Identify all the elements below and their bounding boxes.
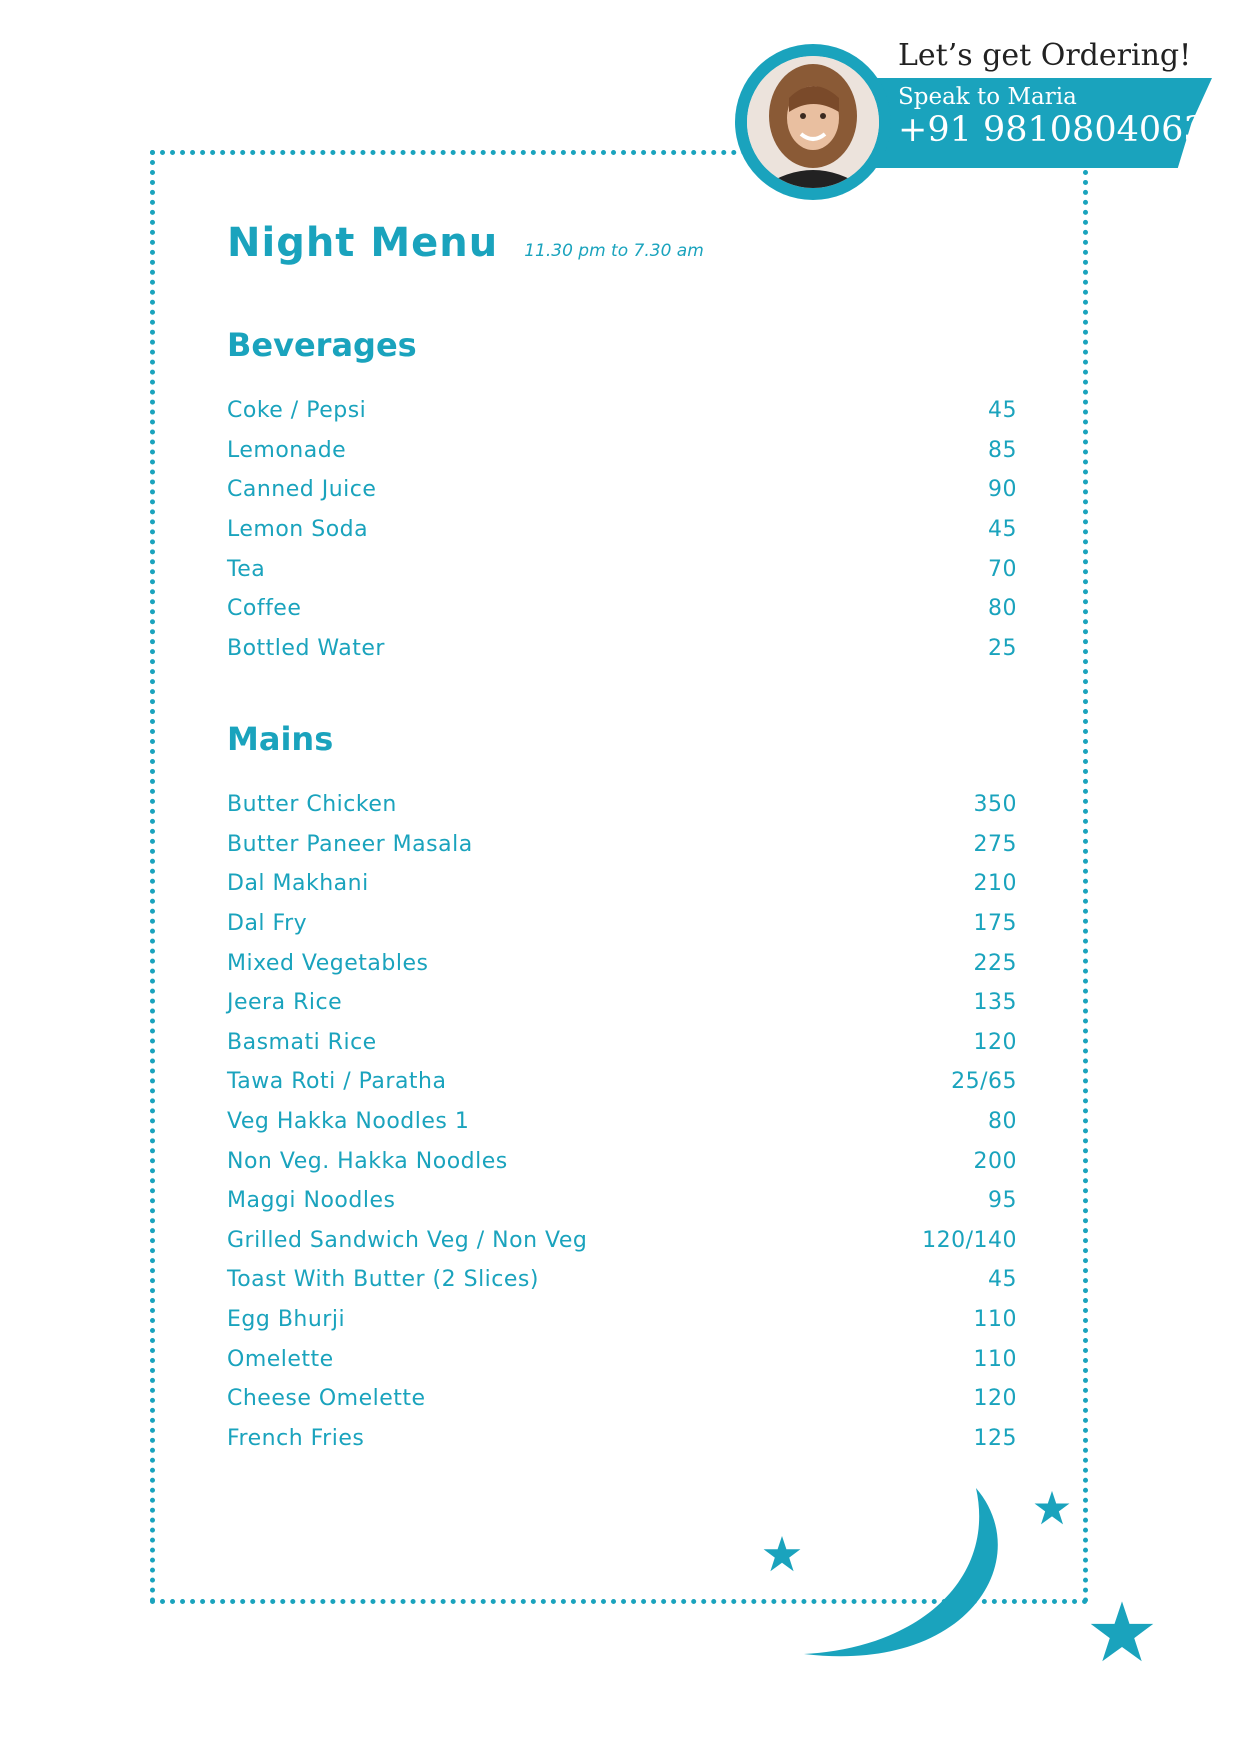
menu-item [227, 904, 1017, 944]
item-price: 200 [973, 1148, 1017, 1174]
item-name: Bottled Water [227, 635, 385, 661]
menu-item [227, 1260, 1017, 1300]
item-price: 45 [988, 398, 1017, 424]
item-name: Cheese Omelette [227, 1386, 426, 1412]
star-icon [762, 1534, 802, 1574]
item-price: 70 [988, 556, 1017, 582]
item-price: 80 [988, 1109, 1017, 1135]
item-name: Tawa Roti / Paratha [227, 1069, 447, 1095]
menu-header [227, 220, 704, 266]
item-name: Basmati Rice [227, 1029, 377, 1055]
order-tagline: Let’s get Ordering! [898, 38, 1192, 73]
menu-item [227, 549, 1017, 589]
item-name: Toast With Butter (2 Slices) [227, 1267, 539, 1293]
menu-item [227, 629, 1017, 669]
menu-item [227, 1379, 1017, 1419]
menu-item [227, 391, 1017, 431]
item-price: 225 [973, 950, 1017, 976]
item-name: Omelette [227, 1346, 334, 1372]
item-name: Coke / Pepsi [227, 398, 367, 424]
menu-item [227, 983, 1017, 1023]
item-price: 110 [973, 1346, 1017, 1372]
contact-name: Speak to Maria [898, 84, 1077, 110]
item-name: Jeera Rice [227, 990, 343, 1016]
menu-item [227, 864, 1017, 904]
section-title-beverages: Beverages [227, 326, 417, 364]
menu-item [227, 589, 1017, 629]
item-price: 350 [973, 792, 1017, 818]
item-price: 45 [988, 1267, 1017, 1293]
avatar [747, 56, 879, 188]
item-name: Grilled Sandwich Veg / Non Veg [227, 1227, 588, 1253]
item-price: 85 [988, 437, 1017, 463]
menu-item [227, 1339, 1017, 1379]
item-price: 95 [988, 1188, 1017, 1214]
item-name: French Fries [227, 1425, 365, 1451]
menu-item [227, 943, 1017, 983]
item-price: 275 [973, 831, 1017, 857]
menu-item [227, 1221, 1017, 1261]
item-name: Veg Hakka Noodles 1 [227, 1109, 470, 1135]
item-name: Lemonade [227, 437, 347, 463]
item-price: 120 [973, 1386, 1017, 1412]
item-name: Butter Chicken [227, 792, 397, 818]
menu-item [227, 1300, 1017, 1340]
item-price: 175 [973, 911, 1017, 937]
menu-item [227, 785, 1017, 825]
menu-item [227, 1181, 1017, 1221]
person-photo-icon [747, 56, 879, 188]
item-name: Coffee [227, 596, 302, 622]
item-price: 110 [973, 1307, 1017, 1333]
star-icon [1033, 1489, 1071, 1527]
menu-item [227, 1419, 1017, 1459]
menu-item [227, 1141, 1017, 1181]
menu-item [227, 1102, 1017, 1142]
mains-list [227, 785, 1017, 1458]
item-price: 80 [988, 596, 1017, 622]
item-price: 25/65 [951, 1069, 1017, 1095]
item-name: Non Veg. Hakka Noodles [227, 1148, 508, 1174]
item-price: 120/140 [922, 1227, 1017, 1253]
menu-item [227, 1023, 1017, 1063]
section-title-mains: Mains [227, 720, 334, 758]
menu-item [227, 431, 1017, 471]
item-name: Egg Bhurji [227, 1307, 346, 1333]
star-icon [1088, 1598, 1156, 1666]
service-hours: 11.30 pm to 7.30 am [524, 241, 704, 261]
contact-phone[interactable]: +91 9810804063 [898, 110, 1206, 150]
item-price: 210 [973, 871, 1017, 897]
item-name: Dal Makhani [227, 871, 369, 897]
beverages-list [227, 391, 1017, 668]
item-name: Mixed Vegetables [227, 950, 429, 976]
menu-item [227, 510, 1017, 550]
item-price: 135 [973, 990, 1017, 1016]
item-price: 25 [988, 635, 1017, 661]
item-name: Dal Fry [227, 911, 308, 937]
item-price: 125 [973, 1425, 1017, 1451]
item-price: 45 [988, 517, 1017, 543]
item-name: Maggi Noodles [227, 1188, 396, 1214]
item-price: 120 [973, 1029, 1017, 1055]
crescent-moon-icon [800, 1488, 1010, 1678]
menu-item [227, 1062, 1017, 1102]
item-name: Tea [227, 556, 266, 582]
item-name: Lemon Soda [227, 517, 369, 543]
page-title: Night Menu [227, 220, 499, 266]
item-name: Butter Paneer Masala [227, 831, 473, 857]
item-name: Canned Juice [227, 477, 377, 503]
item-price: 90 [988, 477, 1017, 503]
menu-item [227, 470, 1017, 510]
menu-item [227, 825, 1017, 865]
